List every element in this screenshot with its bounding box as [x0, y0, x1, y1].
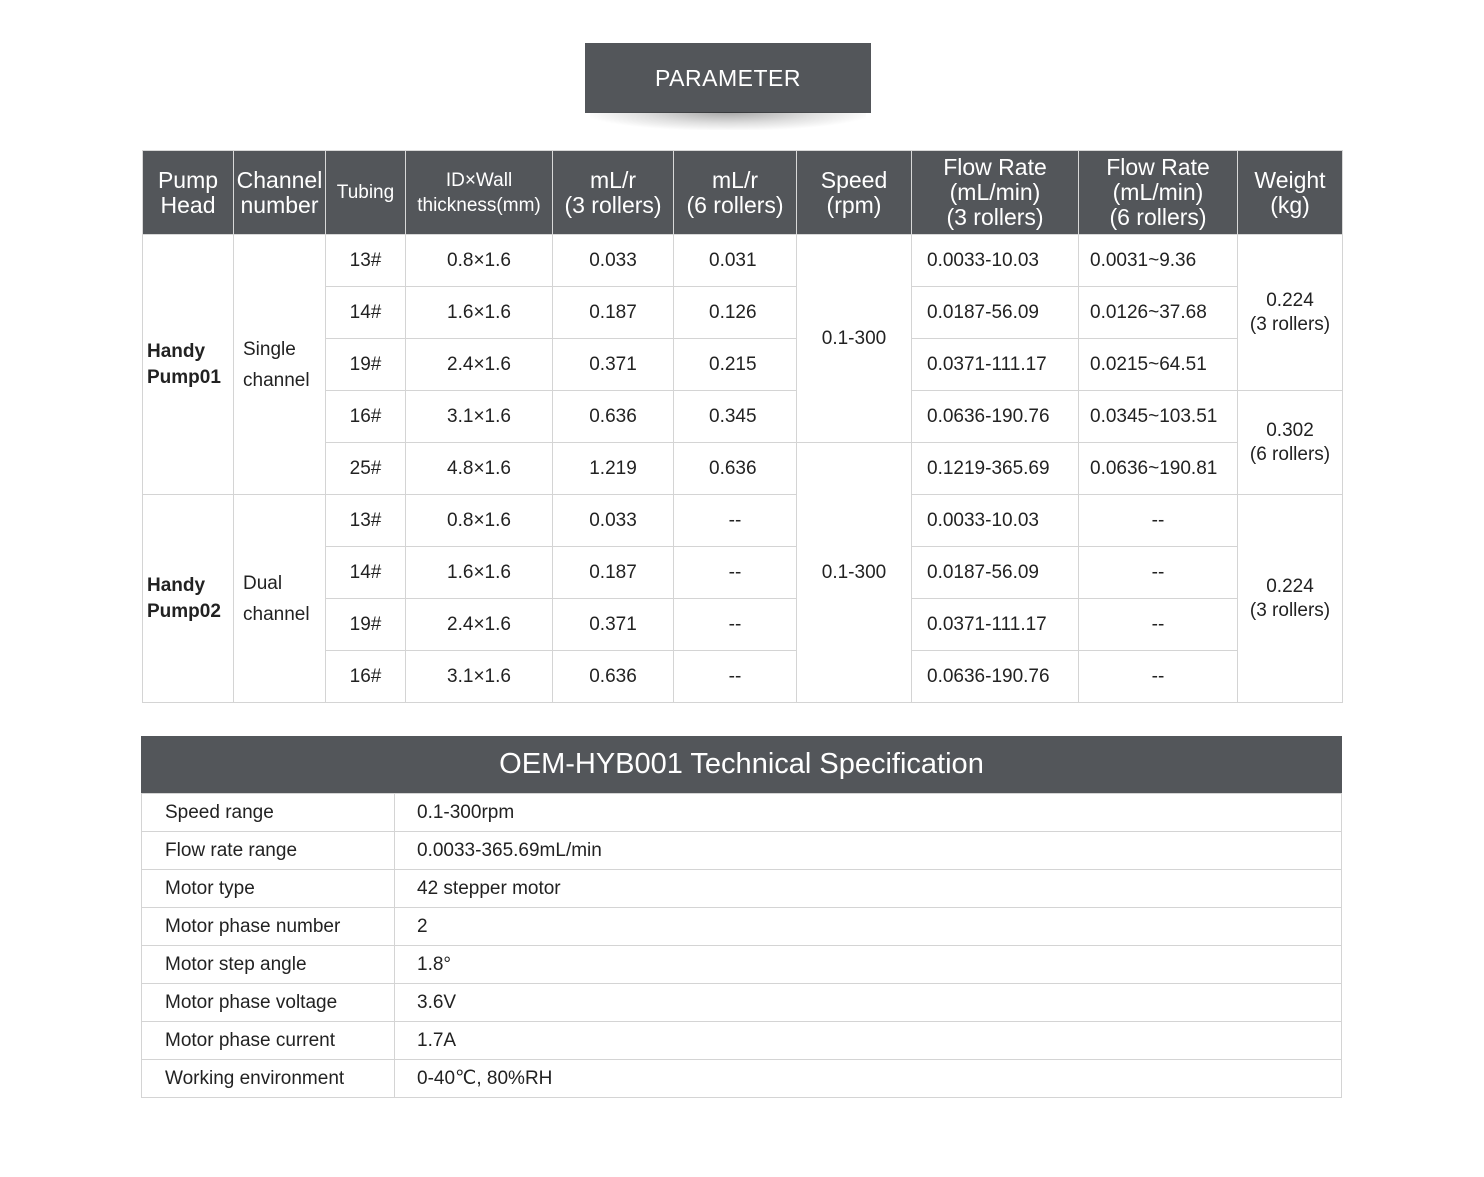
spec-row	[142, 984, 1342, 1022]
flow-3-cell: 0.0187-56.09	[912, 287, 1079, 339]
spec-label: Motor phase voltage	[142, 984, 395, 1022]
header-weight: Weight (kg)	[1238, 151, 1343, 235]
spec-label: Flow rate range	[142, 832, 395, 870]
flow-3-cell: 0.0371-111.17	[912, 339, 1079, 391]
banner-shadow	[590, 112, 866, 130]
flow-6-cell: 0.0031~9.36	[1079, 235, 1238, 287]
id-wall-cell: 1.6×1.6	[406, 287, 553, 339]
ml-3-cell: 1.219	[553, 443, 674, 495]
flow-6-cell: 0.0126~37.68	[1079, 287, 1238, 339]
ml-3-cell: 0.636	[553, 391, 674, 443]
spec-title-bar	[141, 736, 1342, 793]
spec-row	[142, 908, 1342, 946]
channel-cell: Single channel	[234, 235, 326, 495]
ml-6-cell: 0.031	[674, 235, 797, 287]
header-pump-head: Pump Head	[143, 151, 234, 235]
header-tubing: Tubing	[326, 151, 406, 235]
header-speed: Speed (rpm)	[797, 151, 912, 235]
id-wall-cell: 0.8×1.6	[406, 235, 553, 287]
pump-head-cell: Handy Pump02	[143, 495, 234, 703]
weight-cell: 0.224 (3 rollers)	[1238, 235, 1343, 391]
table-row	[143, 495, 1343, 547]
table-row	[143, 235, 1343, 287]
header-ml-3-rollers: mL/r (3 rollers)	[553, 151, 674, 235]
id-wall-cell: 3.1×1.6	[406, 391, 553, 443]
flow-6-cell: --	[1079, 495, 1238, 547]
spec-value: 3.6V	[395, 984, 1342, 1022]
flow-3-cell: 0.0371-111.17	[912, 599, 1079, 651]
ml-3-cell: 0.187	[553, 287, 674, 339]
ml-6-cell: 0.126	[674, 287, 797, 339]
header-channel-number: Channel number	[234, 151, 326, 235]
ml-3-cell: 0.187	[553, 547, 674, 599]
spec-title: OEM-HYB001 Technical Specification	[499, 748, 984, 780]
spec-row	[142, 832, 1342, 870]
flow-6-cell: --	[1079, 547, 1238, 599]
header-flow-rate-6-rollers: Flow Rate (mL/min) (6 rollers)	[1079, 151, 1238, 235]
tubing-cell: 25#	[326, 443, 406, 495]
weight-cell: 0.302 (6 rollers)	[1238, 391, 1343, 495]
spec-table	[141, 793, 1342, 1098]
flow-3-cell: 0.0636-190.76	[912, 651, 1079, 703]
header-ml-6-rollers: mL/r (6 rollers)	[674, 151, 797, 235]
tubing-cell: 16#	[326, 391, 406, 443]
spec-label: Motor phase current	[142, 1022, 395, 1060]
spec-row	[142, 794, 1342, 832]
pump-head-cell: Handy Pump01	[143, 235, 234, 495]
flow-3-cell: 0.0187-56.09	[912, 547, 1079, 599]
ml-3-cell: 0.371	[553, 599, 674, 651]
header-flow-rate-3-rollers: Flow Rate (mL/min) (3 rollers)	[912, 151, 1079, 235]
parameter-table	[142, 150, 1343, 703]
spec-label: Working environment	[142, 1060, 395, 1098]
speed-cell: 0.1-300	[797, 443, 912, 703]
ml-6-cell: 0.345	[674, 391, 797, 443]
spec-label: Motor step angle	[142, 946, 395, 984]
spec-value: 0-40℃, 80%RH	[395, 1060, 1342, 1098]
ml-3-cell: 0.371	[553, 339, 674, 391]
flow-6-cell: 0.0215~64.51	[1079, 339, 1238, 391]
spec-label: Speed range	[142, 794, 395, 832]
id-wall-cell: 3.1×1.6	[406, 651, 553, 703]
spec-label: Motor phase number	[142, 908, 395, 946]
header-id-wall: ID×Wall thickness(mm)	[406, 151, 553, 235]
flow-6-cell: 0.0345~103.51	[1079, 391, 1238, 443]
tubing-cell: 19#	[326, 339, 406, 391]
spec-row	[142, 870, 1342, 908]
tubing-cell: 16#	[326, 651, 406, 703]
id-wall-cell: 0.8×1.6	[406, 495, 553, 547]
flow-3-cell: 0.1219-365.69	[912, 443, 1079, 495]
parameter-header-row	[143, 151, 1343, 235]
id-wall-cell: 2.4×1.6	[406, 339, 553, 391]
ml-3-cell: 0.033	[553, 495, 674, 547]
id-wall-cell: 4.8×1.6	[406, 443, 553, 495]
tubing-cell: 19#	[326, 599, 406, 651]
ml-3-cell: 0.033	[553, 235, 674, 287]
spec-row	[142, 946, 1342, 984]
id-wall-cell: 1.6×1.6	[406, 547, 553, 599]
channel-cell: Dual channel	[234, 495, 326, 703]
spec-value: 1.8°	[395, 946, 1342, 984]
ml-6-cell: --	[674, 599, 797, 651]
flow-6-cell: 0.0636~190.81	[1079, 443, 1238, 495]
spec-row	[142, 1022, 1342, 1060]
ml-6-cell: 0.215	[674, 339, 797, 391]
flow-3-cell: 0.0033-10.03	[912, 235, 1079, 287]
spec-value: 42 stepper motor	[395, 870, 1342, 908]
tubing-cell: 13#	[326, 495, 406, 547]
spec-value: 0.1-300rpm	[395, 794, 1342, 832]
ml-6-cell: --	[674, 651, 797, 703]
tubing-cell: 14#	[326, 547, 406, 599]
weight-cell: 0.224 (3 rollers)	[1238, 495, 1343, 703]
spec-value: 0.0033-365.69mL/min	[395, 832, 1342, 870]
flow-6-cell: --	[1079, 651, 1238, 703]
tubing-cell: 14#	[326, 287, 406, 339]
spec-value: 1.7A	[395, 1022, 1342, 1060]
ml-6-cell: 0.636	[674, 443, 797, 495]
parameter-banner	[585, 43, 871, 113]
flow-6-cell: --	[1079, 599, 1238, 651]
spec-value: 2	[395, 908, 1342, 946]
parameter-title: PARAMETER	[655, 64, 801, 91]
tubing-cell: 13#	[326, 235, 406, 287]
ml-6-cell: --	[674, 495, 797, 547]
ml-6-cell: --	[674, 547, 797, 599]
spec-row	[142, 1060, 1342, 1098]
id-wall-cell: 2.4×1.6	[406, 599, 553, 651]
flow-3-cell: 0.0636-190.76	[912, 391, 1079, 443]
flow-3-cell: 0.0033-10.03	[912, 495, 1079, 547]
speed-cell: 0.1-300	[797, 235, 912, 443]
ml-3-cell: 0.636	[553, 651, 674, 703]
spec-label: Motor type	[142, 870, 395, 908]
